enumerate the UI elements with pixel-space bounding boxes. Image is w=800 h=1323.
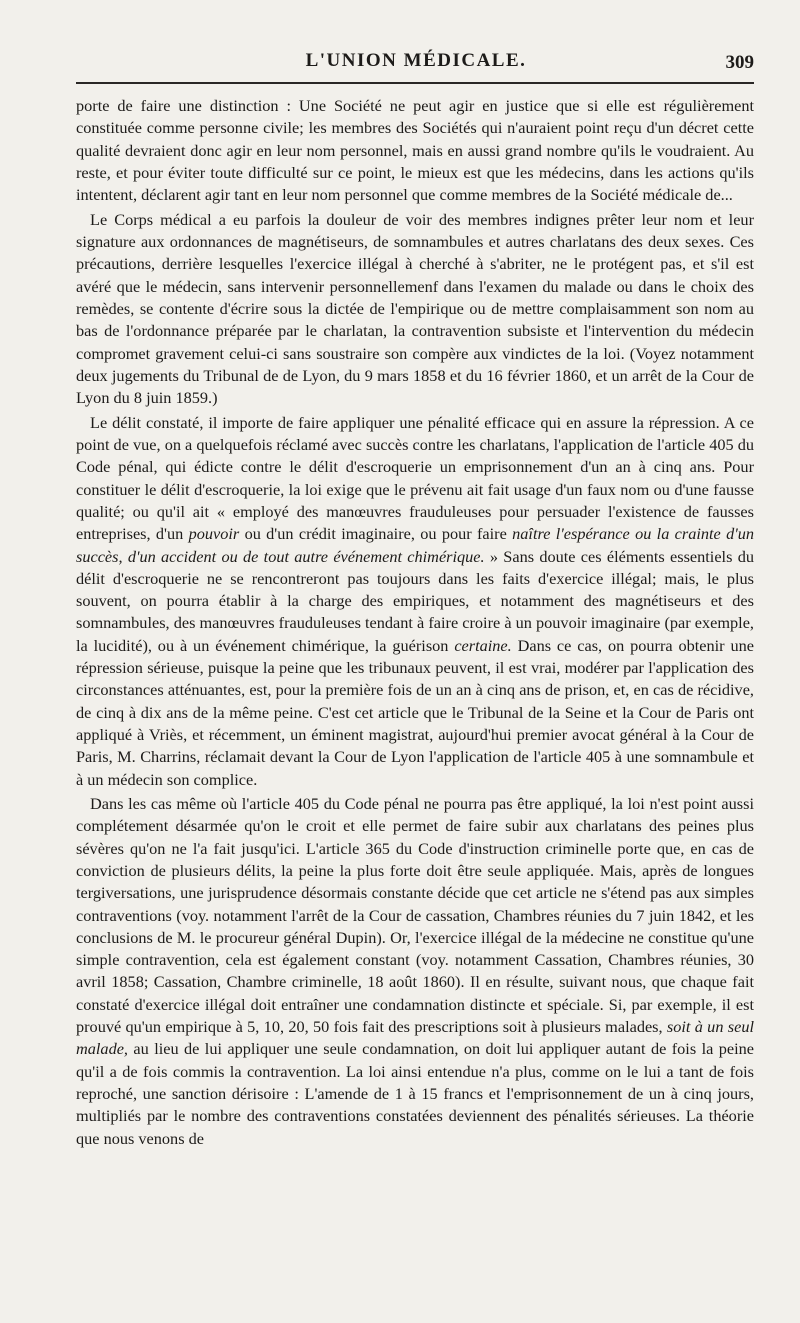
italic-text: pouvoir <box>188 524 240 544</box>
journal-title: L'UNION MÉDICALE. <box>305 50 527 71</box>
italic-text: certaine. <box>454 635 512 655</box>
italic-text: naître l'espérance ou la crainte d'un succès, d'un accident ou de tout autre événement chimérique. <box>76 524 754 566</box>
paragraph-text: Le Corps médical a eu parfois la douleur de voir des membres indignes prêter leur nom et leur signature aux ordonnances de magnétiseurs, de somnambules et autres charlatans des deux sexes. Ces précautions, derrière lesquelles l'exercice illégal à cherché à s'abriter, ne le protégent pas, et s'il est avéré que le médecin, sans intervenir personnellemenf dans l'examen du malade ou dans le choix des remèdes, se contente d'écrire sous la dictée de l'empirique ou de mettre complaisamment son nom au bas de l'ordonnance préparée par le charlatan, la contravention subsiste et l'intervention du médecin compromet gravement celui-ci sans soustraire son compère aux vindictes de la loi. (Voyez notamment deux jugements du Tribunal de de Lyon, du 9 mars 1858 et du 16 février 1860, et un arrêt de la Cour de Lyon du 8 juin 1859.) <box>76 209 754 408</box>
paragraph <box>76 95 754 206</box>
paragraph <box>76 793 754 1150</box>
header-rule <box>76 82 754 84</box>
italic-text: soit à un seul malade, <box>76 1017 754 1059</box>
paragraph-text: Dans ce cas, on pourra obtenir une répression sérieuse, puisque la peine que les tribunaux peuvent, il est vrai, modérer par l'application des circonstances atténuantes, est, pour la première fois de un an à cinq ans de prison, et, en cas de récidive, de cinq à dix ans de la même peine. C'est cet article que le Tribunal de la Seine et la Cour de Paris ont appliqué à Vriès, et récemment, un éminent magistrat, aujourd'hui premier avocat général à la Cour de Paris, M. Charrins, réclamait devant la Cour de Lyon l'application de l'article 405 à une somnambule et à un médecin son complice. <box>76 635 754 789</box>
paragraph <box>76 209 754 410</box>
paragraph-text: Dans les cas même où l'article 405 du Code pénal ne pourra pas être appliqué, la loi n'est point aussi complétement désarmée qu'on le croit et elle permet de faire subir aux charlatans des peines plus sévères qu'on ne l'a fait jusqu'ici. L'article 365 du Code d'instruction criminelle porte que, en cas de conviction de plusieurs délits, la peine la plus forte doit être seule appliquée. Mais, après de longues tergiversations, une jurisprudence désormais constante décide que cet article ne s'étend pas aux simples contraventions (voy. notamment l'arrêt de la Cour de cassation, Chambres réunies du 7 juin 1842, et les conclusions de M. le procureur général Dupin). Or, l'exercice illégal de la médecine ne constitue qu'une simple contravention, cela est également constant (voy. notamment Cassation, Chambres réunies, 30 avril 1858; Cassation, Chambre criminelle, 18 août 1860). Il en résulte, suivant nous, que chaque fait constaté d'exercice illégal doit entraîner une condamnation distincte et spéciale. Si, par exemple, il est prouvé qu'un empirique à 5, 10, 20, 50 fois fait des prescriptions soit à plusieurs malades, <box>76 794 754 1037</box>
paragraph-text: » Sans doute ces éléments essentiels du délit d'escroquerie ne se rencontreront pas toujours dans les faits d'exercice illégal; mais, le plus souvent, on pourra établir à la charge des empiriques, et notamment des magnétiseurs et des somnambules, des manœuvres frauduleuses tendant à faire croire à un pouvoir imaginaire (par exemple, la lucidité), ou à un événement chimérique, la guérison <box>76 546 754 655</box>
paragraph <box>76 412 754 791</box>
running-header <box>76 46 756 78</box>
paragraph-text: ou d'un crédit imaginaire, ou pour faire <box>239 524 513 544</box>
body-text <box>76 95 754 1152</box>
paragraph-text: au lieu de lui appliquer une seule condamnation, on doit lui appliquer autant de fois la peine qu'il a de fois commis la contravention. La loi ainsi entendue n'a plus, comme on le lui a tant de fois reproché, une sanction dérisoire : L'amende de 1 à 15 francs et l'emprisonnement de un à cinq jours, multipliés par le nombre des contraventions constatées deviennent des pénalités sérieuses. La théorie que nous venons de <box>76 1039 754 1148</box>
paragraph-text: porte de faire une distinction : Une Société ne peut agir en justice que si elle est régulièrement constituée comme personne civile; les membres des Sociétés qui n'auraient point reçu d'un décret cette qualité devraient donc agir en leur nom personnel, mais en aussi grand nombre qu'ils le voudraient. Au reste, et pour éviter toute difficulté sur ce point, le mieux est que les médecins, dans les actions qu'ils intentent, déclarent agir tant en leur nom personnel que comme membres de la Société médicale de... <box>76 96 754 205</box>
page-number: 309 <box>725 52 754 73</box>
paragraph-text: Le délit constaté, il importe de faire appliquer une pénalité efficace qui en assure la répression. A ce point de vue, on a quelquefois réclamé avec succès contre les charlatans, l'application de l'article 405 du Code pénal, qui édicte contre le délit d'escroquerie un emprisonnement d'un an à cinq ans. Pour constituer le délit d'escroquerie, la loi exige que le prévenu ait fait usage d'un faux nom ou d'une fausse qualité; ou qu'il ait « employé des manœuvres frauduleuses pour persuader l'existence de fausses entreprises, d'un <box>76 412 754 544</box>
